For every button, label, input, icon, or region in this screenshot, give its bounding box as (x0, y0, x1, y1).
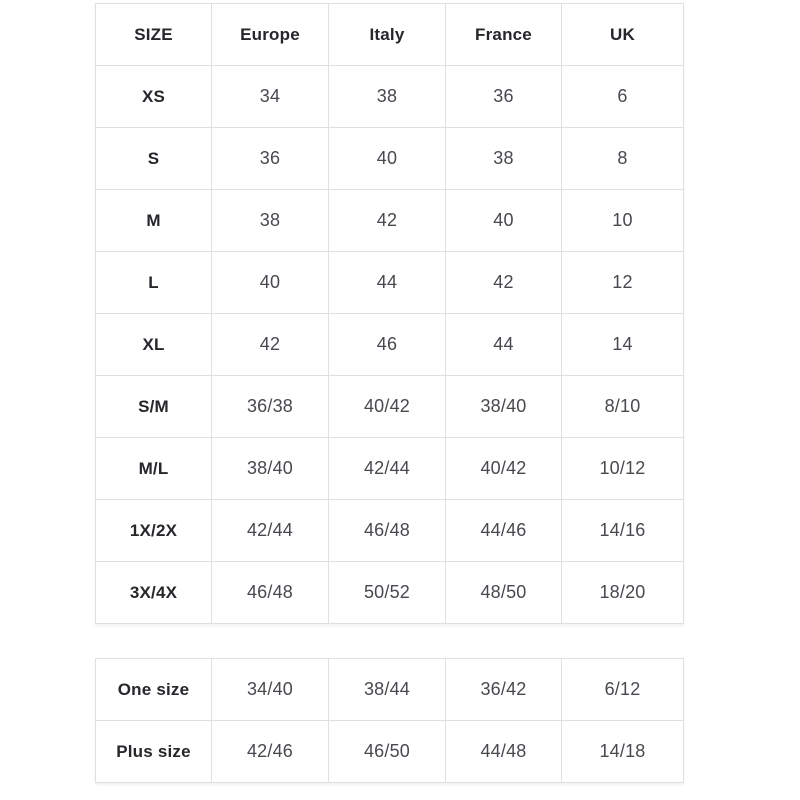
value-cell: 46/48 (329, 500, 446, 562)
size-label-cell: L (96, 252, 212, 314)
header-cell-france: France (446, 4, 562, 66)
value-cell: 6/12 (562, 659, 684, 721)
value-cell: 46/50 (329, 721, 446, 783)
value-cell: 38 (212, 190, 329, 252)
value-cell: 42/44 (212, 500, 329, 562)
size-label-cell: 1X/2X (96, 500, 212, 562)
value-cell: 44/46 (446, 500, 562, 562)
size-label-cell: 3X/4X (96, 562, 212, 624)
value-cell: 14 (562, 314, 684, 376)
value-cell: 8 (562, 128, 684, 190)
size-label-cell: XS (96, 66, 212, 128)
value-cell: 42 (329, 190, 446, 252)
size-label-cell: M/L (96, 438, 212, 500)
value-cell: 18/20 (562, 562, 684, 624)
value-cell: 14/18 (562, 721, 684, 783)
value-cell: 34/40 (212, 659, 329, 721)
table-row-m-l (96, 438, 684, 500)
value-cell: 40/42 (329, 376, 446, 438)
value-cell: 48/50 (446, 562, 562, 624)
value-cell: 40 (446, 190, 562, 252)
value-cell: 50/52 (329, 562, 446, 624)
table-row-m (96, 190, 684, 252)
header-cell-italy: Italy (329, 4, 446, 66)
value-cell: 38/44 (329, 659, 446, 721)
value-cell: 36/38 (212, 376, 329, 438)
size-label-cell: One size (96, 659, 212, 721)
value-cell: 46 (329, 314, 446, 376)
header-cell-europe: Europe (212, 4, 329, 66)
table-row-l (96, 252, 684, 314)
size-label-cell: XL (96, 314, 212, 376)
table-row-xs (96, 66, 684, 128)
value-cell: 36 (212, 128, 329, 190)
value-cell: 40 (212, 252, 329, 314)
table-row-1x-2x (96, 500, 684, 562)
value-cell: 8/10 (562, 376, 684, 438)
value-cell: 40 (329, 128, 446, 190)
value-cell: 44 (329, 252, 446, 314)
value-cell: 42 (212, 314, 329, 376)
value-cell: 36/42 (446, 659, 562, 721)
value-cell: 14/16 (562, 500, 684, 562)
value-cell: 38/40 (212, 438, 329, 500)
size-label-cell: S (96, 128, 212, 190)
value-cell: 36 (446, 66, 562, 128)
table-row-plus-size (96, 721, 684, 783)
size-label-cell: Plus size (96, 721, 212, 783)
size-label-cell: M (96, 190, 212, 252)
value-cell: 42 (446, 252, 562, 314)
table-row-xl (96, 314, 684, 376)
value-cell: 10 (562, 190, 684, 252)
value-cell: 38 (329, 66, 446, 128)
header-cell-size: SIZE (96, 4, 212, 66)
value-cell: 6 (562, 66, 684, 128)
value-cell: 44/48 (446, 721, 562, 783)
value-cell: 42/44 (329, 438, 446, 500)
special-sizes-table (95, 658, 684, 783)
header-cell-uk: UK (562, 4, 684, 66)
table-row-one-size (96, 659, 684, 721)
value-cell: 10/12 (562, 438, 684, 500)
value-cell: 38/40 (446, 376, 562, 438)
value-cell: 34 (212, 66, 329, 128)
header-row (96, 4, 684, 66)
table-row-s-m (96, 376, 684, 438)
table-row-3x-4x (96, 562, 684, 624)
value-cell: 44 (446, 314, 562, 376)
value-cell: 42/46 (212, 721, 329, 783)
value-cell: 40/42 (446, 438, 562, 500)
size-conversion-table (95, 3, 684, 624)
table-row-s (96, 128, 684, 190)
size-label-cell: S/M (96, 376, 212, 438)
value-cell: 38 (446, 128, 562, 190)
value-cell: 12 (562, 252, 684, 314)
value-cell: 46/48 (212, 562, 329, 624)
